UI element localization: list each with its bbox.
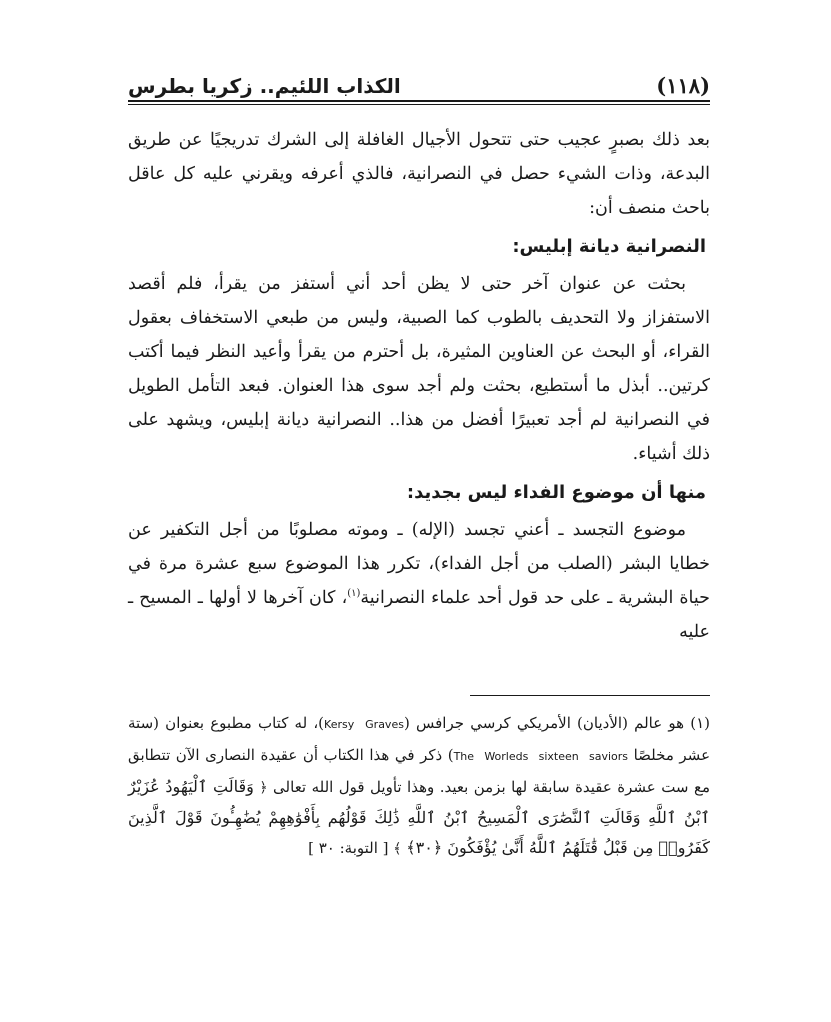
footnotes xyxy=(128,708,710,864)
quran-close-brace: ﴾ xyxy=(393,841,402,857)
footnote-1-text-c: ) ذكر في هذا الكتاب أن عقيدة النصارى الآن تتطابق مع ست عشرة عقيدة سابقة لها بزمن بعيد. وهذا تأويل قول الله تعالى xyxy=(128,746,710,796)
quran-citation: [ التوبة: ٣٠ ] xyxy=(308,839,389,857)
paragraph-incarnation-text: موضوع التجسد ـ أعني تجسد (الإله) ـ وموته مصلوبًا من أجل التكفير عن خطايا البشر (الصلب من أجل الفداء)، تكرر هذا الموضوع سبع عشرة مرة في حياة البشرية ـ على حد قول أحد علماء النصرانية xyxy=(128,520,710,608)
footnote-author-latin: Kersy Graves xyxy=(324,718,404,731)
footnote-reference[interactable]: (١) xyxy=(347,588,361,600)
paragraph-title-explanation: بحثت عن عنوان آخر حتى لا يظن أحد أني أستفز من يقرأ، فلم أقصد الاستفزاز ولا التحديف بالطوب كما الصبية، وليس من طبعي الاستخفاف بعقول القراء، أو البحث عن العناوين المثيرة، بل أحترم من يقرأ وأعيد النظر فيما أكتب كرتين.. أبذل ما أستطيع، بحثت ولم أجد سوى هذا العنوان. فبعد التأمل الطويل في النصرانية لم أجد تعبيرًا أفضل من هذا.. النصرانية ديانة إبليس، ويشهد على ذلك أشياء. xyxy=(128,274,710,464)
quran-open-brace: ﴿ xyxy=(259,780,268,796)
footnote-separator xyxy=(470,695,710,696)
quran-verse: وَقَالَتِ ٱلْيَهُودُ عُزَيْرٌ ٱبْنُ ٱللَّهِ وَقَالَتِ ٱلنَّصَٰرَى ٱلْمَسِيحُ ٱبْنُ ٱللَّهِ ذَٰلِكَ قَوْلُهُم بِأَفْوَٰهِهِمْ يُضَٰهِـُٔونَ قَوْلَ ٱلَّذِينَ كَفَرُوا۟ مِن قَبْلُ قَٰتَلَهُمُ ٱللَّهُ أَنَّىٰ يُؤْفَكُونَ ﴿٣٠﴾ xyxy=(128,777,710,857)
main-text xyxy=(128,123,710,649)
book-page xyxy=(128,68,710,864)
paragraph-intro: بعد ذلك بصبرٍ عجيب حتى تتحول الأجيال الغافلة إلى الشرك تدريجيًا عن طريق البدعة، وذات الشيء حصل في النصرانية، فالذي أعرفه ويقرني عليه كل عاقل باحث منصف أن: xyxy=(128,130,710,218)
section-heading-satan-religion: النصرانية ديانة إبليس: xyxy=(512,236,706,257)
footnote-1 xyxy=(128,708,710,864)
footnote-1-text-a: (١) هو عالم (الأديان) الأمريكي كرسي جرافس ( xyxy=(403,714,710,732)
section-heading-redemption: منها أن موضوع الفداء ليس بجديد: xyxy=(406,482,706,503)
page-number: (١١٨) xyxy=(656,73,710,98)
paragraph-incarnation-continuation: ، كان آخرها لا أولها ـ المسيح ـ عليه xyxy=(128,588,710,642)
footnote-book-latin: The Worleds sixteen saviors xyxy=(453,750,629,763)
paragraph-incarnation xyxy=(128,513,710,649)
footnote-1-text-b: )، له كتاب مطبوع بعنوان (ستة عشر مخلصًا xyxy=(128,714,711,764)
header-rule xyxy=(128,100,710,105)
page-header xyxy=(128,68,710,100)
running-title: الكذاب اللئيم.. زكريا بطرس xyxy=(128,74,401,98)
